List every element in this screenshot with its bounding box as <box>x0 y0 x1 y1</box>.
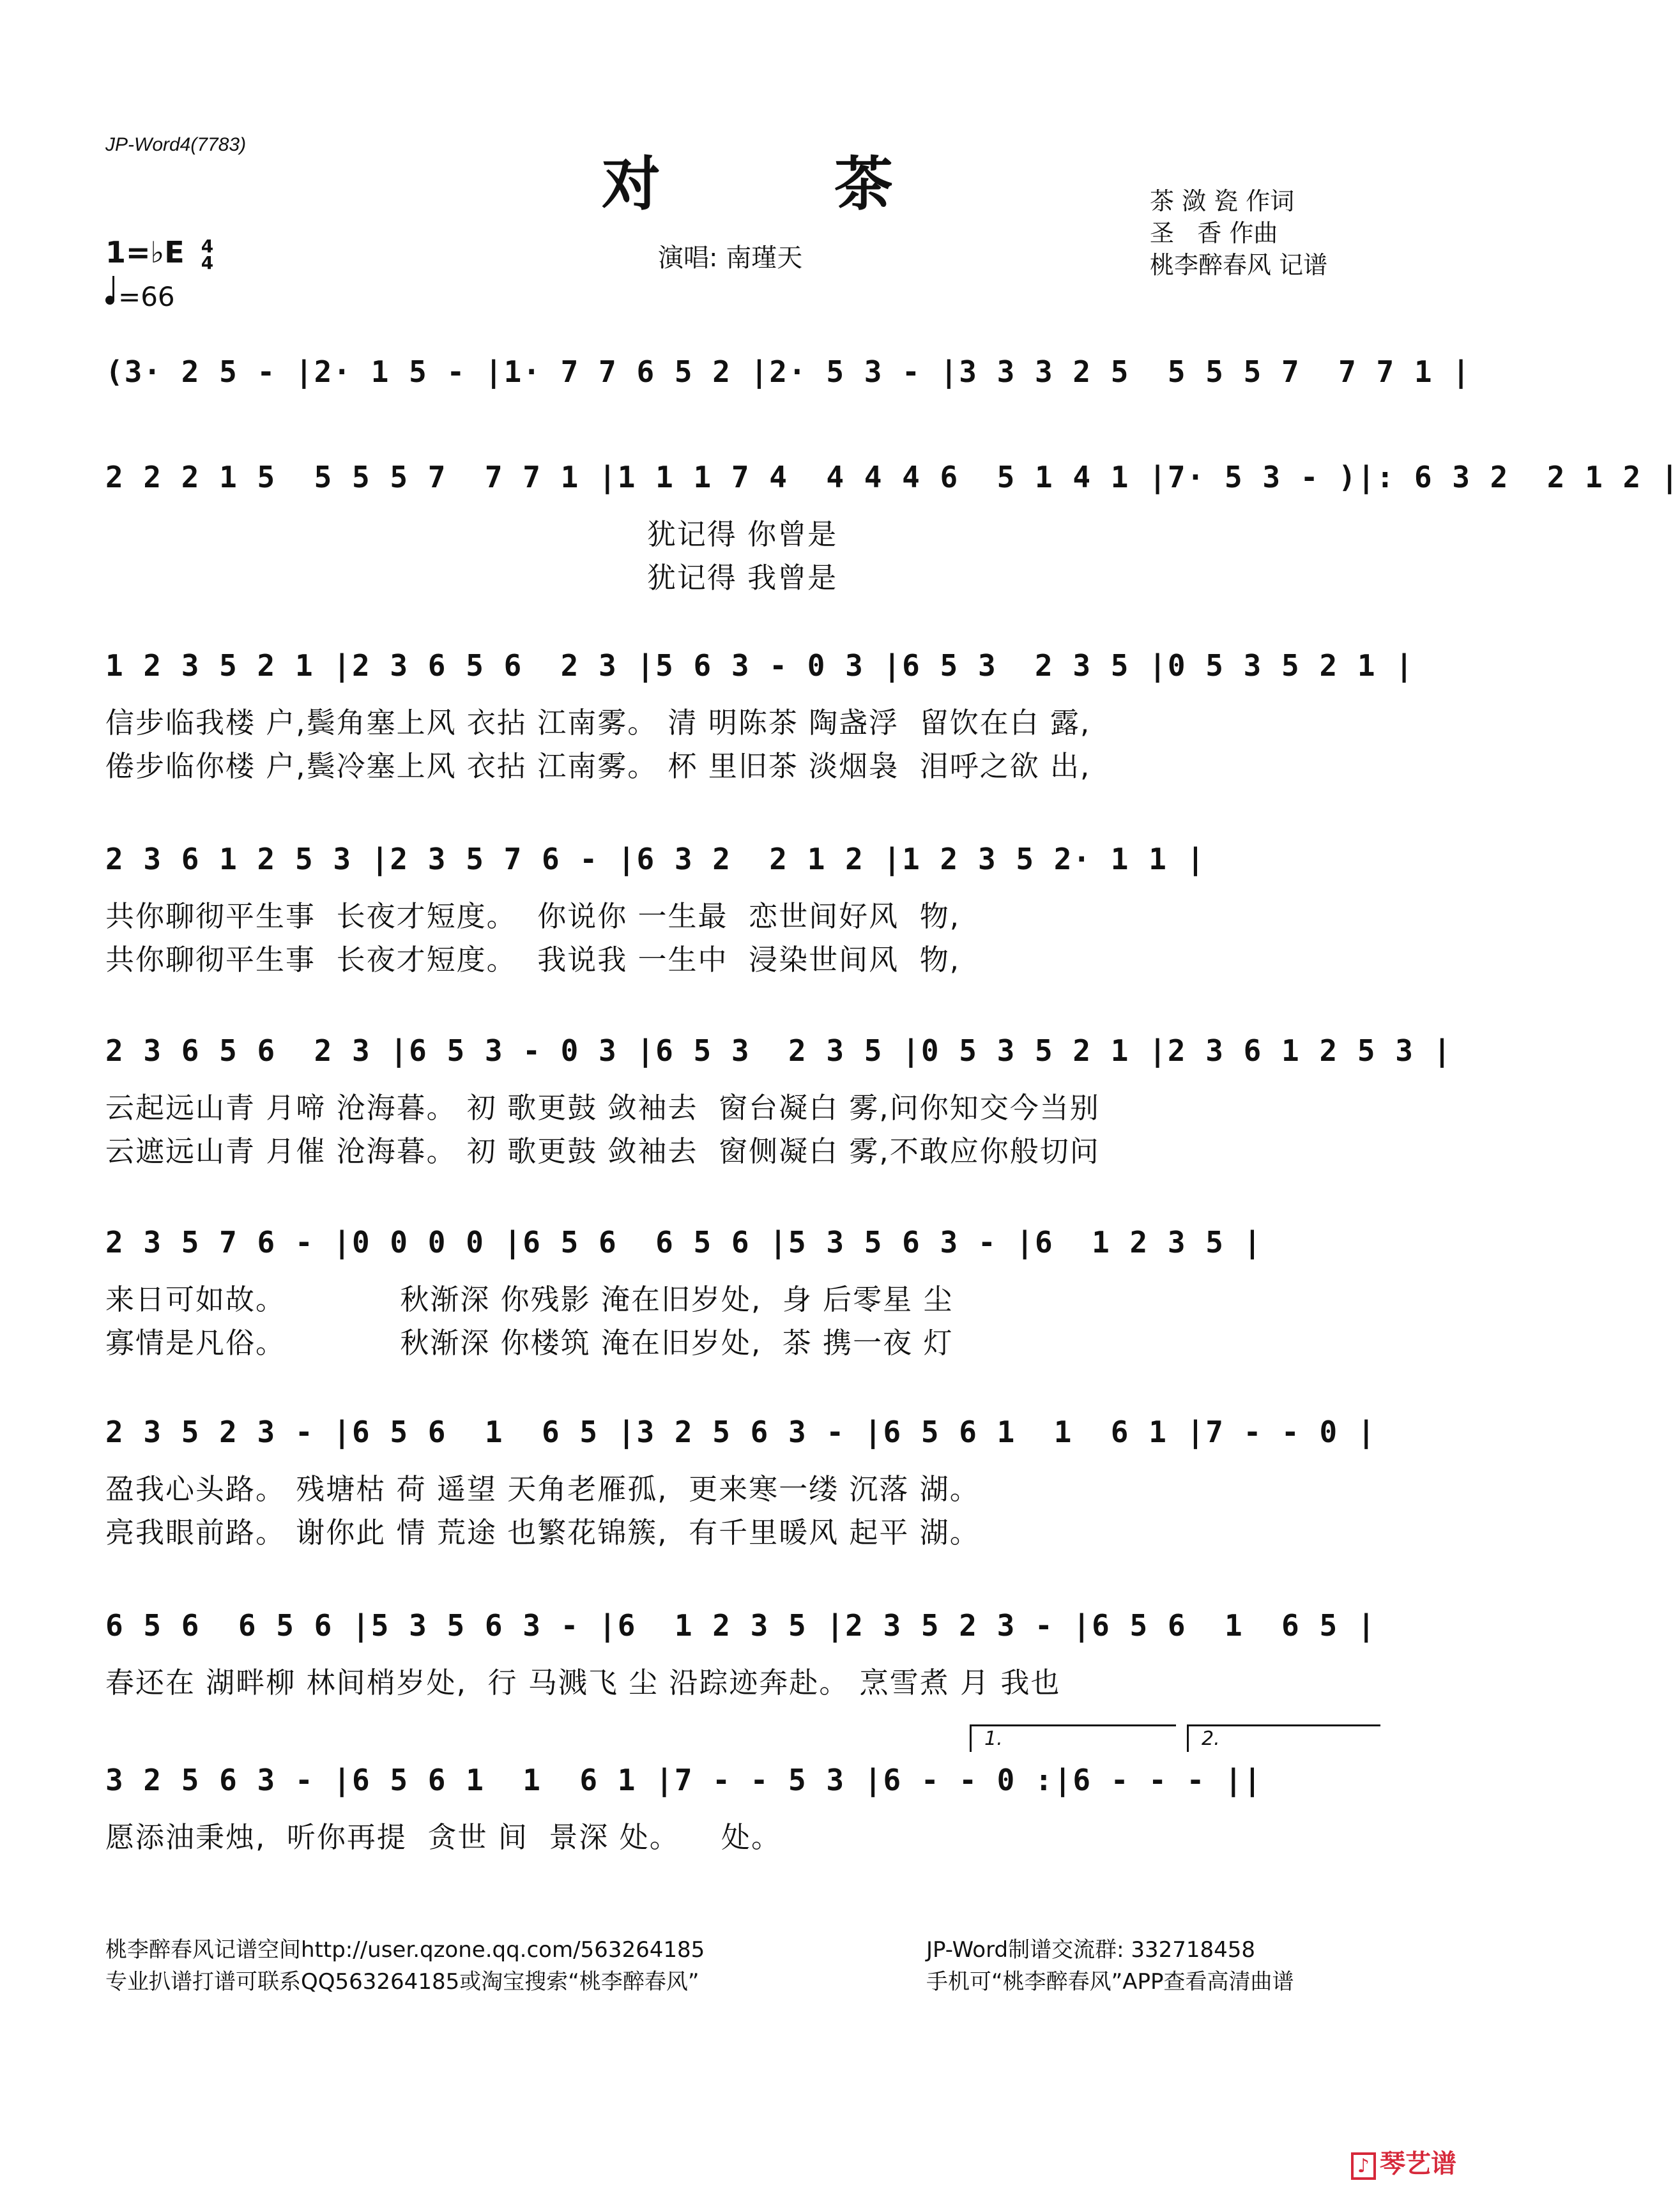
composer-credit: 圣 香 作曲 <box>1150 219 1278 247</box>
footer-right-2: 手机可“桃李醉春风”APP查看高清曲谱 <box>926 1969 1294 1995</box>
key-label: 1=♭E <box>105 235 185 270</box>
tempo-marking <box>105 281 175 312</box>
time-signature <box>201 235 214 273</box>
notation-line-3: 1 2 3 5 2 1 |2 3 6 5 6 2 3 |5 6 3 - 0 3 |6 5 3 2 3 5 |0 5 3 5 2 1 | <box>105 648 1414 683</box>
footer-left-2: 专业扒谱打谱可联系QQ563264185或淘宝搜索“桃李醉春风” <box>105 1969 699 1995</box>
lyric-line-5b: 云遮远山青 月催 沧海暮。 初 歌更鼓 敛袖去 窗侧凝白 雾,不敢应你般切问 <box>105 1134 1100 1168</box>
watermark-logo <box>1351 2143 1456 2180</box>
quarter-note-icon <box>105 296 114 305</box>
lyric-line-8a: 春还在 湖畔柳 林间梢岁处, 行 马溅飞 尘 沿踪迹奔赴。 烹雪煮 月 我也 <box>105 1666 1061 1700</box>
lyric-line-6b: 寡情是凡俗。 秋渐深 你楼筑 淹在旧岁处, 茶 携一夜 灯 <box>105 1326 954 1360</box>
lyric-line-4a: 共你聊彻平生事 长夜才短度。 你说你 一生最 恋世间好风 物, <box>105 899 961 933</box>
lyric-line-7b: 亮我眼前路。 谢你此 情 荒途 也繁花锦簇, 有千里暖风 起平 湖。 <box>105 1516 980 1549</box>
transcriber-credit: 桃李醉春风 记谱 <box>1150 251 1328 279</box>
volta-1-label: 1. <box>984 1728 1003 1750</box>
notation-line-8: 6 5 6 6 5 6 |5 3 5 6 3 - |6 1 2 3 5 |2 3 5 2 3 - |6 5 6 1 6 5 | <box>105 1608 1377 1643</box>
key-signature <box>105 235 213 271</box>
lyric-line-9a: 愿添油秉烛, 听你再提 贪世 间 景深 处。 处。 <box>105 1820 781 1854</box>
volta-2-label: 2. <box>1202 1728 1220 1750</box>
notation-line-9: 3 2 5 6 3 - |6 5 6 1 1 6 1 |7 - - 5 3 |6 - - 0 :|6 - - - || <box>105 1763 1263 1797</box>
notation-line-1: (3· 2 5 - |2· 1 5 - |1· 7 7 6 5 2 |2· 5 3 - |3 3 3 2 5 5 5 5 7 7 7 1 | <box>105 354 1471 389</box>
lyric-line-6a: 来日可如故。 秋渐深 你残影 淹在旧岁处, 身 后零星 尘 <box>105 1282 954 1316</box>
singer-label: 演唱: 南瑾天 <box>658 243 803 273</box>
lyric-line-4b: 共你聊彻平生事 长夜才短度。 我说我 一生中 浸染世间风 物, <box>105 943 961 977</box>
credits <box>1150 185 1327 281</box>
page-title: 对 茶 <box>601 149 970 218</box>
footer-right-1: JP-Word制谱交流群: 332718458 <box>926 1937 1256 1963</box>
lyric-line-7a: 盈我心头路。 残塘枯 荷 遥望 天角老雁孤, 更来寒一缕 沉落 湖。 <box>105 1472 980 1506</box>
volta-bracket-2 <box>1187 1724 1380 1752</box>
lyric-line-5a: 云起远山青 月啼 沧海暮。 初 歌更鼓 敛袖去 窗台凝白 雾,问你知交今当别 <box>105 1091 1100 1125</box>
notation-line-7: 2 3 5 2 3 - |6 5 6 1 6 5 |3 2 5 6 3 - |6 5 6 1 1 6 1 |7 - - 0 | <box>105 1415 1377 1449</box>
lyric-line-2b: 犹记得 我曾是 <box>105 561 838 595</box>
footer-left-1: 桃李醉春风记谱空间http://user.qzone.qq.com/563264185 <box>105 1937 705 1963</box>
logo-text: 琴艺谱 <box>1380 2149 1456 2179</box>
software-label: JP-Word4(7783) <box>105 134 247 155</box>
notation-line-6: 2 3 5 7 6 - |0 0 0 0 |6 5 6 6 5 6 |5 3 5 6 3 - |6 1 2 3 5 | <box>105 1225 1263 1259</box>
notation-line-4: 2 3 6 1 2 5 3 |2 3 5 7 6 - |6 3 2 2 1 2 |1 2 3 5 2· 1 1 | <box>105 842 1206 876</box>
volta-bracket-1 <box>970 1724 1176 1752</box>
logo-icon: ♪ <box>1351 2152 1376 2180</box>
time-sig-top: 4 <box>201 235 214 257</box>
lyric-line-3a: 信步临我楼 户,鬓角塞上风 衣拈 江南雾。 清 明陈茶 陶盏浮 留饮在白 露, <box>105 706 1091 740</box>
notation-line-5: 2 3 6 5 6 2 3 |6 5 3 - 0 3 |6 5 3 2 3 5 |0 5 3 5 2 1 |2 3 6 1 2 5 3 | <box>105 1033 1453 1068</box>
lyric-line-3b: 倦步临你楼 户,鬓冷塞上风 衣拈 江南雾。 杯 里旧茶 淡烟袅 泪呼之欲 出, <box>105 749 1091 783</box>
lyric-line-2a: 犹记得 你曾是 <box>105 517 838 551</box>
tempo-value: =66 <box>118 281 175 312</box>
lyricist-credit: 茶 潋 瓷 作词 <box>1150 187 1295 215</box>
time-sig-bottom: 4 <box>201 252 214 273</box>
notation-line-2: 2 2 2 1 5 5 5 5 7 7 7 1 |1 1 1 7 4 4 4 4 6 5 1 4 1 |7· 5 3 - )|: 6 3 2 2 1 2 | <box>105 460 1680 494</box>
